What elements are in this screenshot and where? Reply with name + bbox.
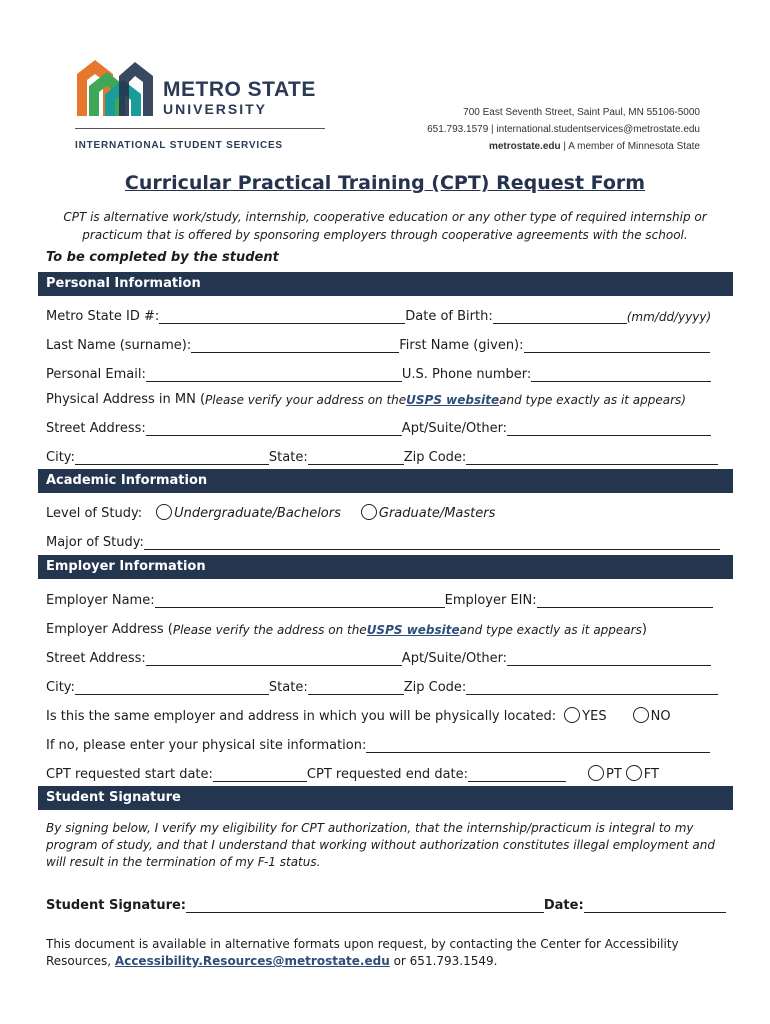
row-employer-city-state-zip bbox=[46, 677, 726, 695]
id-label: Metro State ID #: bbox=[46, 309, 160, 324]
level-label: Level of Study: bbox=[46, 506, 143, 521]
employer-apt-label: Apt/Suite/Other: bbox=[401, 651, 508, 666]
zip-field[interactable] bbox=[466, 450, 718, 465]
row-email-phone bbox=[46, 364, 726, 382]
last-name-label: Last Name (surname): bbox=[46, 338, 192, 353]
university-logo bbox=[75, 56, 155, 118]
department-name: INTERNATIONAL STUDENT SERVICES bbox=[75, 140, 283, 151]
employer-ein-label: Employer EIN: bbox=[444, 593, 537, 608]
university-name-line1: METRO STATE bbox=[163, 78, 316, 101]
row-physical-address bbox=[46, 389, 726, 407]
employer-city-label: City: bbox=[46, 680, 75, 695]
form-title: Curricular Practical Training (CPT) Request Form bbox=[124, 172, 646, 194]
end-date-label: CPT requested end date: bbox=[306, 767, 469, 782]
start-date-field[interactable] bbox=[213, 767, 307, 782]
employer-name-label: Employer Name: bbox=[46, 593, 155, 608]
signature-label: Student Signature: bbox=[46, 898, 186, 913]
row-level-of-study bbox=[46, 503, 726, 521]
employer-apt-field[interactable] bbox=[507, 651, 711, 666]
employer-usps-website-link[interactable]: USPS website bbox=[366, 623, 460, 637]
signature-date-field[interactable] bbox=[584, 898, 726, 913]
section-personal-information: Personal Information bbox=[38, 272, 733, 296]
employer-street-label: Street Address: bbox=[46, 651, 146, 666]
university-name-line2: UNIVERSITY bbox=[163, 101, 268, 117]
part-time-radio[interactable] bbox=[588, 765, 604, 781]
same-location-no-label: NO bbox=[650, 709, 671, 724]
university-website-line bbox=[489, 141, 700, 152]
employer-ein-field[interactable] bbox=[537, 593, 713, 608]
employer-addr-label: Employer Address ( bbox=[46, 622, 173, 637]
row-employer-street-apt bbox=[46, 648, 726, 666]
phys-addr-note2: and type exactly as it appears) bbox=[499, 393, 686, 407]
employer-state-label: State: bbox=[268, 680, 308, 695]
graduate-label: Graduate/Masters bbox=[378, 506, 496, 521]
member-text: | A member of Minnesota State bbox=[560, 141, 700, 152]
employer-city-field[interactable] bbox=[75, 680, 269, 695]
last-name-field[interactable] bbox=[191, 338, 399, 353]
employer-addr-close: ) bbox=[641, 622, 647, 637]
same-location-no-radio[interactable] bbox=[633, 707, 649, 723]
street-label: Street Address: bbox=[46, 421, 146, 436]
row-city-state-zip bbox=[46, 447, 726, 465]
signature-date-label: Date: bbox=[543, 898, 584, 913]
phone-label: U.S. Phone number: bbox=[401, 367, 532, 382]
full-time-label: FT bbox=[643, 767, 659, 782]
accessibility-text2: or 651.793.1549. bbox=[389, 954, 498, 968]
employer-name-field[interactable] bbox=[155, 593, 445, 608]
undergraduate-label: Undergraduate/Bachelors bbox=[174, 506, 341, 521]
accessibility-text1: This document is available in alternative formats upon request, by contacting the Center for Accessibility Resources, bbox=[46, 937, 679, 968]
state-field[interactable] bbox=[308, 450, 404, 465]
section-academic-information: Academic Information bbox=[38, 469, 733, 493]
university-address: 700 East Seventh Street, Saint Paul, MN 55106-5000 bbox=[463, 107, 700, 118]
row-same-location bbox=[46, 706, 726, 724]
row-employer-name-ein bbox=[46, 590, 726, 608]
id-field[interactable] bbox=[159, 309, 405, 324]
university-contact: 651.793.1579 | international.studentservices@metrostate.edu bbox=[427, 124, 700, 135]
section-student-signature: Student Signature bbox=[38, 786, 733, 810]
same-location-question: Is this the same employer and address in which you will be physically located: bbox=[46, 709, 557, 724]
row-physical-site bbox=[46, 735, 726, 753]
phys-addr-note1: Please verify your address on the bbox=[205, 393, 407, 407]
employer-zip-label: Zip Code: bbox=[403, 680, 467, 695]
dob-format: (mm/dd/yyyy) bbox=[626, 310, 712, 324]
completed-by-note: To be completed by the student bbox=[46, 250, 279, 265]
city-field[interactable] bbox=[75, 450, 269, 465]
signature-statement: By signing below, I verify my eligibility for CPT authorization, that the internship/practicum is integral to my program of study, and that I understand that working without authorization constitutes illegal employment and will result in the termination of my F-1 status. bbox=[46, 821, 715, 869]
start-date-label: CPT requested start date: bbox=[46, 767, 213, 782]
city-label: City: bbox=[46, 450, 75, 465]
email-label: Personal Email: bbox=[46, 367, 146, 382]
apt-field[interactable] bbox=[507, 421, 711, 436]
graduate-radio[interactable] bbox=[361, 504, 377, 520]
full-time-radio[interactable] bbox=[626, 765, 642, 781]
apt-label: Apt/Suite/Other: bbox=[401, 421, 508, 436]
major-label: Major of Study: bbox=[46, 535, 144, 550]
employer-street-field[interactable] bbox=[146, 651, 402, 666]
row-employer-address bbox=[46, 619, 726, 637]
street-field[interactable] bbox=[146, 421, 402, 436]
header-divider bbox=[75, 128, 325, 129]
usps-website-link[interactable]: USPS website bbox=[406, 393, 500, 407]
accessibility-notice bbox=[46, 936, 728, 970]
physical-site-label: If no, please enter your physical site information: bbox=[46, 738, 367, 753]
same-location-yes-radio[interactable] bbox=[564, 707, 580, 723]
physical-site-field[interactable] bbox=[366, 738, 710, 753]
part-time-label: PT bbox=[606, 767, 622, 782]
first-name-field[interactable] bbox=[524, 338, 710, 353]
row-street-apt bbox=[46, 418, 726, 436]
dob-field[interactable] bbox=[493, 309, 627, 324]
email-field[interactable] bbox=[146, 367, 402, 382]
employer-addr-note1: Please verify the address on the bbox=[172, 623, 367, 637]
zip-label: Zip Code: bbox=[403, 450, 467, 465]
state-label: State: bbox=[268, 450, 308, 465]
employer-addr-note2: and type exactly as it appears bbox=[459, 623, 642, 637]
major-field[interactable] bbox=[144, 535, 720, 550]
row-id-dob bbox=[46, 306, 726, 324]
form-intro: CPT is alternative work/study, internship, cooperative education or any other type of required internship or practicum that is offered by sponsoring employers through cooperative agreements with the school. bbox=[63, 210, 707, 242]
same-location-yes-label: YES bbox=[582, 709, 607, 724]
end-date-field[interactable] bbox=[468, 767, 566, 782]
employer-state-field[interactable] bbox=[308, 680, 404, 695]
first-name-label: First Name (given): bbox=[399, 338, 524, 353]
row-signature-date bbox=[46, 895, 726, 913]
website-link[interactable]: metrostate.edu bbox=[488, 141, 561, 152]
row-names bbox=[46, 335, 726, 353]
phone-field[interactable] bbox=[531, 367, 711, 382]
signature-field[interactable] bbox=[186, 898, 544, 913]
row-major bbox=[46, 532, 726, 550]
accessibility-email-link[interactable]: Accessibility.Resources@metrostate.edu bbox=[114, 954, 390, 968]
section-employer-information: Employer Information bbox=[38, 555, 733, 579]
dob-label: Date of Birth: bbox=[405, 309, 493, 324]
undergraduate-radio[interactable] bbox=[156, 504, 172, 520]
employer-zip-field[interactable] bbox=[466, 680, 718, 695]
row-cpt-dates bbox=[46, 764, 726, 782]
phys-addr-label: Physical Address in MN ( bbox=[46, 392, 206, 407]
